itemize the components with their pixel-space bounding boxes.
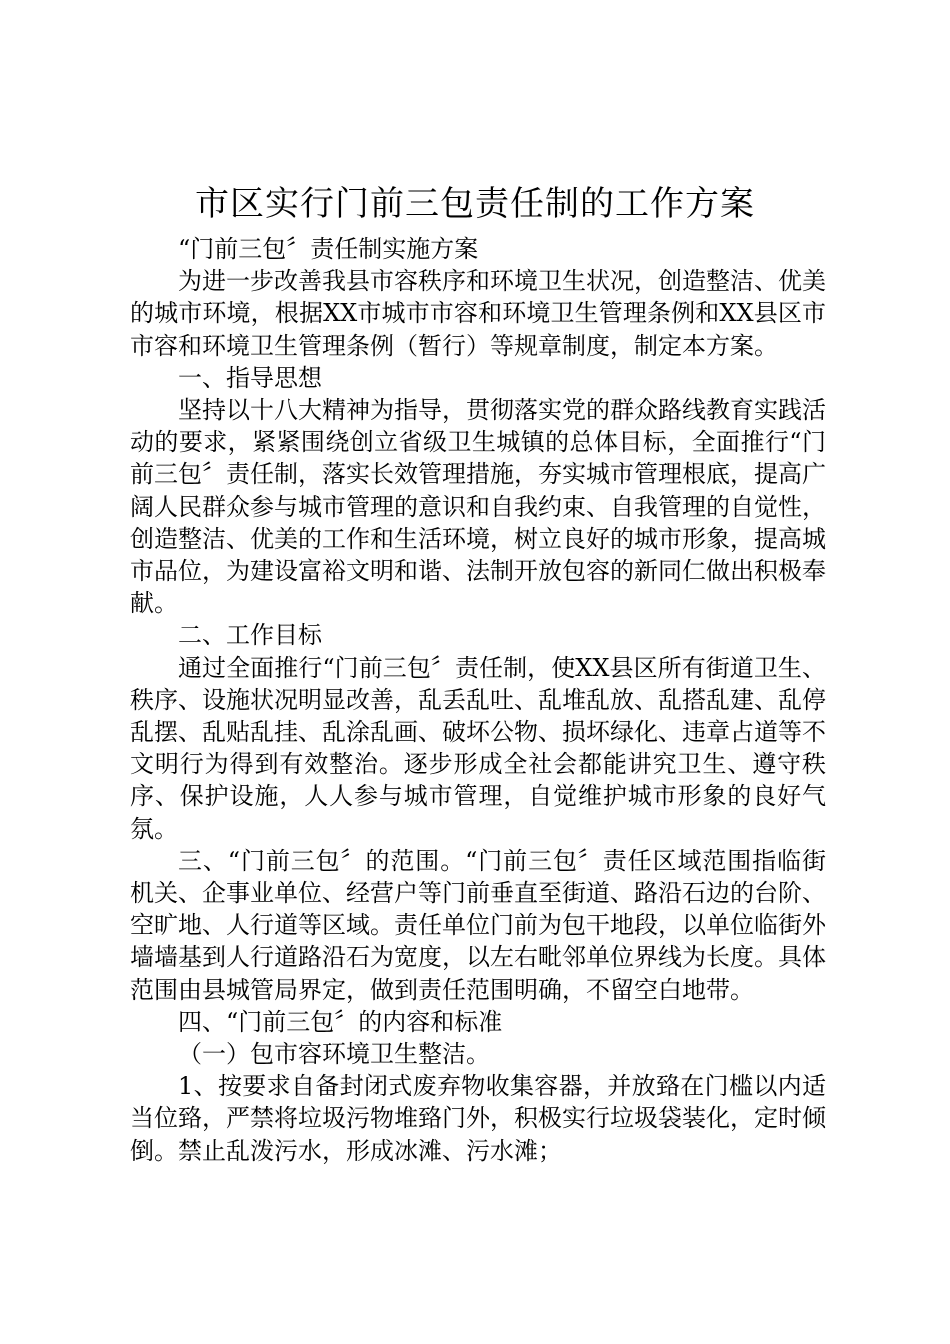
paragraph-guiding-ideology: 坚持以十八大精神为指导，贯彻落实党的群众路线教育实践活动的要求，紧紧围绕创立省级卫生城镇的总体目标，全面推行“门前三包〞责任制，落实长效管理措施，夯实城市管理根底，提高广阔人民群众参与城市管理的意识和自我约束、自我管理的自觉性，创造整洁、优美的工作和生活环境，树立良好的城市形象，提高城市品位，为建设富裕文明和谐、法制开放包容的新同仁做出积极奉献。 — [130, 396, 826, 618]
section-heading-content-standards: 四、“门前三包〞的内容和标准 — [178, 1007, 503, 1036]
paragraph-item-1: 1、按要求自备封闭式废弃物收集容器，并放臵在门槛以内适当位臵，严禁将垃圾污物堆臵门外，积极实行垃圾袋装化，定时倾倒。禁止乱泼污水，形成冰滩、污水滩； — [130, 1072, 826, 1165]
subsection-heading-sanitation: （一）包市容环境卫生整洁。 — [178, 1040, 490, 1069]
paragraph-intro: 为进一步改善我县市容秩序和环境卫生状况，创造整洁、优美的城市环境，根据XX市城市市容和环境卫生管理条例和XX县区市市容和环境卫生管理条例（暂行）等规章制度，制定本方案。 — [130, 267, 826, 360]
section-heading-work-goals: 二、工作目标 — [178, 621, 322, 650]
paragraph-scope: 三、“门前三包〞的范围。“门前三包〞责任区域范围指临街机关、企事业单位、经营户等门前垂直至街道、路沿石边的台阶、空旷地、人行道等区域。责任单位门前为包干地段，以单位临街外墙墙基到人行道路沿石为宽度，以左右毗邻单位界线为长度。具体范围由县城管局界定，做到责任范围明确，不留空白地带。 — [130, 846, 826, 1004]
section-heading-guiding-ideology: 一、指导思想 — [178, 363, 322, 392]
document-title: 市区实行门前三包责任制的工作方案 — [195, 184, 755, 224]
document-body — [130, 233, 826, 1167]
paragraph-work-goals: 通过全面推行“门前三包〞责任制，使XX县区所有街道卫生、秩序、设施状况明显改善，乱丢乱吐、乱堆乱放、乱搭乱建、乱停乱摆、乱贴乱挂、乱涂乱画、破坏公物、损坏绿化、违章占道等不文明行为得到有效整治。逐步形成全社会都能讲究卫生、遵守秩序、保护设施，人人参与城市管理，自觉维护城市形象的良好气氛。 — [130, 653, 826, 843]
paragraph-plan-heading: “门前三包〞责任制实施方案 — [178, 235, 479, 263]
